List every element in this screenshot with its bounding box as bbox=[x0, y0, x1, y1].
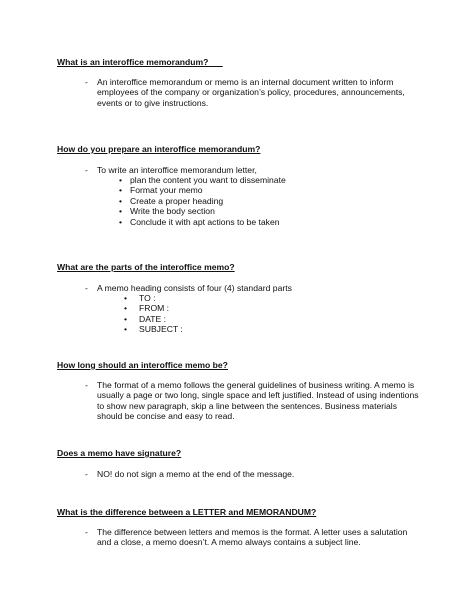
question-heading-3: What are the parts of the interoffice memo? bbox=[57, 262, 235, 272]
answer-line: The difference between letters and memos is the format. A letter uses a salutation bbox=[97, 527, 408, 537]
answer-paragraph-6 bbox=[97, 527, 422, 548]
dash-marker: - bbox=[85, 77, 88, 87]
dash-marker: - bbox=[85, 469, 88, 479]
answer-line: An interoffice memorandum or memo is an internal document written to inform bbox=[97, 77, 394, 87]
bullet-icon: • bbox=[124, 324, 128, 335]
bullet-list-prepare bbox=[119, 175, 286, 227]
bullet-icon: • bbox=[124, 313, 128, 324]
list-item: • TO : bbox=[124, 293, 156, 303]
list-item: • plan the content you want to disseminate bbox=[119, 175, 286, 185]
list-item: • Conclude it with apt actions to be taken bbox=[119, 216, 280, 227]
bullet-icon: • bbox=[124, 303, 128, 314]
list-item: • DATE : bbox=[124, 313, 167, 324]
bullet-icon: • bbox=[119, 206, 123, 217]
answer-line: employees of the company or organization’s policy, procedures, announcements, bbox=[97, 87, 405, 98]
bullet-icon: • bbox=[119, 195, 123, 206]
dash-marker: - bbox=[85, 380, 88, 390]
dash-marker: - bbox=[85, 283, 88, 293]
answer-paragraph-4 bbox=[97, 380, 422, 422]
bullet-list-parts bbox=[124, 293, 183, 335]
bullet-icon: • bbox=[119, 185, 123, 196]
list-item: • Write the body section bbox=[119, 206, 215, 217]
question-heading-4: How long should an interoffice memo be? bbox=[57, 360, 228, 370]
list-item: • Format your memo bbox=[119, 185, 203, 196]
question-heading-1: What is an interoffice memorandum? bbox=[57, 57, 223, 67]
answer-paragraph-2 bbox=[97, 165, 422, 175]
answer-line: usually a page or two long, single space and left justified. Instead of using indentions bbox=[97, 390, 419, 401]
answer-line: NO! do not sign a memo at the end of the message. bbox=[97, 469, 295, 479]
list-item: • SUBJECT : bbox=[124, 324, 183, 335]
answer-line: should be concise and easy to read. bbox=[97, 411, 235, 422]
answer-paragraph-5 bbox=[97, 469, 422, 479]
answer-line: The format of a memo follows the general guidelines of business writing. A memo is bbox=[97, 380, 415, 390]
answer-paragraph-3 bbox=[97, 283, 422, 293]
answer-line: and a close, a memo doesn’t. A memo always contains a subject line. bbox=[97, 537, 361, 548]
bullet-icon: • bbox=[119, 216, 123, 227]
question-heading-2: How do you prepare an interoffice memorandum? bbox=[57, 144, 261, 154]
list-item: • FROM : bbox=[124, 303, 170, 314]
question-heading-5: Does a memo have signature? bbox=[57, 448, 182, 458]
bullet-icon: • bbox=[124, 293, 128, 303]
answer-paragraph-1 bbox=[97, 77, 422, 108]
answer-line: A memo heading consists of four (4) standard parts bbox=[97, 283, 292, 293]
answer-line: to show new paragraph, skip a line between the sentences. Business materials bbox=[97, 400, 397, 411]
answer-line: To write an interoffice memorandum letter, bbox=[97, 165, 257, 175]
dash-marker: - bbox=[85, 165, 88, 175]
answer-line: events or to give instructions. bbox=[97, 97, 209, 108]
dash-marker: - bbox=[85, 527, 88, 537]
bullet-icon: • bbox=[119, 175, 123, 185]
question-heading-6: What is the difference between a LETTER and MEMORANDUM? bbox=[57, 507, 317, 517]
list-item: • Create a proper heading bbox=[119, 195, 224, 206]
